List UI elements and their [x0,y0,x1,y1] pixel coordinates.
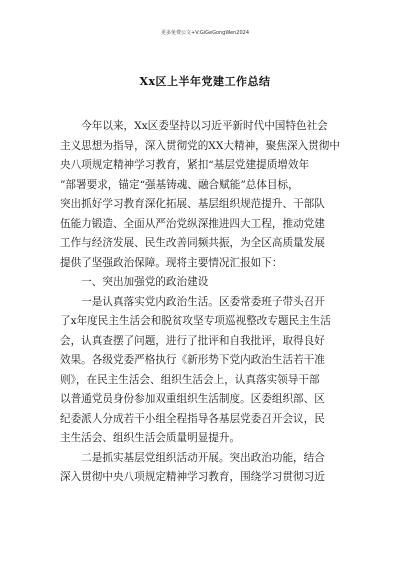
document-title: Xx区上半年党建工作总结 [139,75,271,88]
body-line: 一是认真落实党内政治生活。区委常委班子带头召开 [60,295,325,308]
body-line: 工作与经济发展、民生改善同频共振，为全区高质量发展 [60,237,325,249]
body-line: 深入贯彻中央八项规定精神学习教育，围绕学习贯彻习近 [60,471,325,483]
body-line: 会，认真查摆了问题，进行了批评和自我批评，取得良好 [60,334,325,347]
body-line: 伍能力锻造、全面从严治党纵深推进四大工程，推动党建 [60,217,325,230]
body-line: 提供了坚强政治保障。现将主要情况汇报如下： [60,256,283,269]
body-line: 主义思想为指导，深入贯彻党的XX大精神，聚焦深入贯彻中 [60,139,340,152]
body-line: 突出抓好学习教育深化拓展、基层组织规范提升、干部队 [60,198,325,210]
body-line: 二是抓实基层党组织活动开展。突出政治功能，结合 [60,451,325,464]
body-line: 了x年度民主生活会和脱贫攻坚专项巡视整改专题民主生活 [60,315,331,327]
section-heading: 一、突出加强党的政治建设 [60,276,209,288]
document-body [60,117,352,488]
body-line: 央八项规定精神学习教育，紧扣“基层党建提质增效年 [60,159,310,171]
body-line: ”部署要求，锚定“强基铸魂、融合赋能”总体目标， [60,178,299,191]
body-line: 主生活会、组织生活会质量明显提升。 [60,432,241,444]
page-header-note: 更多免费公文+V:GiGeGongWen2024 [161,30,249,36]
body-line: 今年以来，Xx区委坚持以习近平新时代中国特色社会 [60,120,328,132]
body-line: 纪委派人分成若干小组全程指导各基层党委召开会议，民 [60,412,325,425]
body-line: 效果。各级党委严格执行《新形势下党内政治生活若干准 [60,354,325,366]
body-line: 则》，在民主生活会、组织生活会上，认真落实领导干部 [60,373,320,386]
body-line: 以普通党员身份参加双重组织生活制度。区委组织部、区 [60,393,325,405]
